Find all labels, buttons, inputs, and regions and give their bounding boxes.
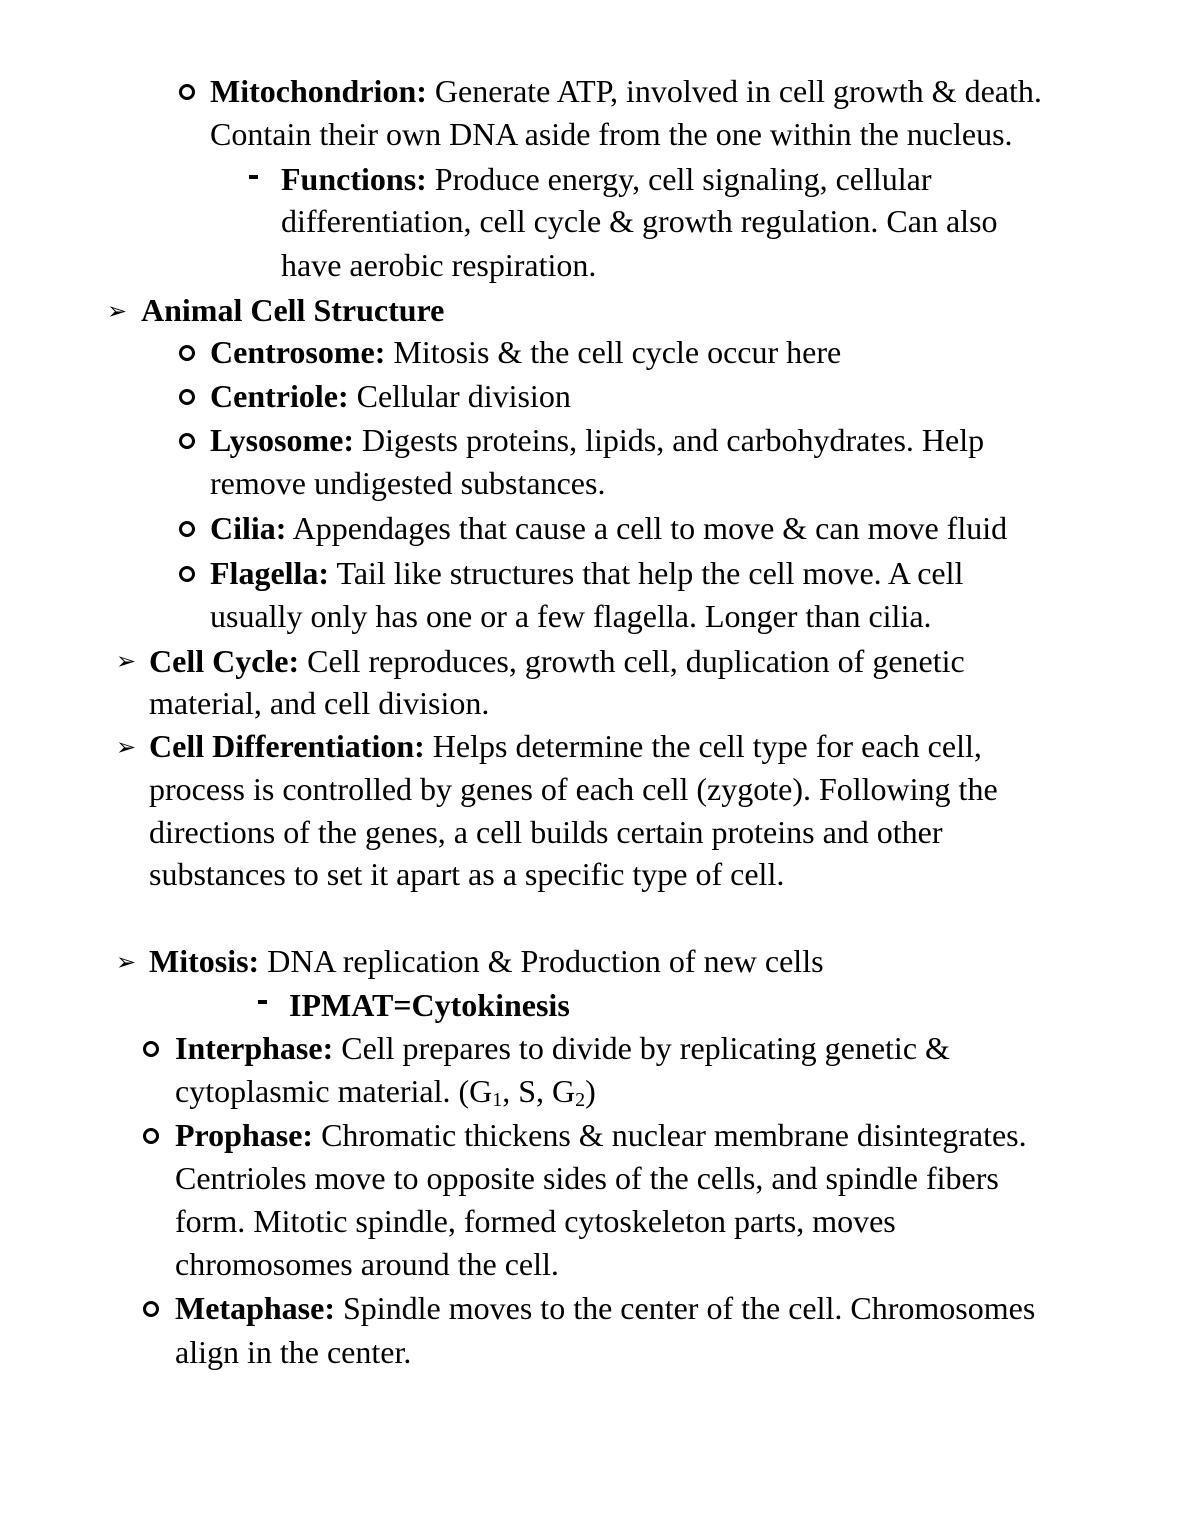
functions-line-3: have aerobic respiration. (281, 247, 597, 283)
circle-bullet-icon (143, 1041, 159, 1057)
mitochondrion-line-2: Contain their own DNA aside from the one within the nucleus. (210, 116, 1013, 152)
mitosis-term: Mitosis: (149, 943, 260, 979)
cell-differentiation-line-2: process is controlled by genes of each cell (zygote). Following the (149, 771, 998, 807)
arrow-bullet-icon: ➢ (116, 647, 137, 675)
centrosome-term: Centrosome: (210, 334, 386, 370)
ipmat-line: IPMAT=Cytokinesis (289, 987, 570, 1023)
interphase-line-1: Interphase: Cell prepares to divide by replicating genetic & (175, 1030, 950, 1066)
cell-differentiation-line-3: directions of the genes, a cell builds certain proteins and other (149, 814, 943, 850)
circle-bullet-icon (143, 1301, 159, 1317)
flagella-line-2: usually only has one or a few flagella. Longer than cilia. (210, 598, 932, 634)
lysosome-line-2: remove undigested substances. (210, 465, 606, 501)
interphase-term: Interphase: (175, 1030, 334, 1066)
flagella-term: Flagella: (210, 555, 330, 591)
mitochondrion-term: Mitochondrion: (210, 73, 427, 109)
cell-cycle-term: Cell Cycle: (149, 643, 300, 679)
circle-bullet-icon (179, 566, 195, 582)
cilia-term: Cilia: (210, 510, 287, 546)
dash-bullet-icon (249, 175, 258, 179)
cell-differentiation-term: Cell Differentiation: (149, 728, 425, 764)
flagella-line-1: Flagella: Tail like structures that help the cell move. A cell (210, 555, 964, 591)
lysosome-line-1: Lysosome: Digests proteins, lipids, and carbohydrates. Help (210, 422, 985, 458)
circle-bullet-icon (179, 521, 195, 537)
mitosis-line: Mitosis: DNA replication & Production of new cells (149, 943, 824, 979)
functions-term: Functions: (281, 161, 427, 197)
circle-bullet-icon (143, 1128, 159, 1144)
cell-cycle-line-1: Cell Cycle: Cell reproduces, growth cell, duplication of genetic (149, 643, 965, 679)
prophase-line-3: form. Mitotic spindle, formed cytoskeleton parts, moves (175, 1203, 896, 1239)
functions-line-2: differentiation, cell cycle & growth regulation. Can also (281, 203, 998, 239)
arrow-bullet-icon: ➢ (107, 297, 128, 325)
arrow-bullet-icon: ➢ (116, 948, 137, 976)
centrosome-line: Centrosome: Mitosis & the cell cycle occur here (210, 334, 842, 370)
cell-differentiation-line-4: substances to set it apart as a specific type of cell. (149, 856, 785, 892)
lysosome-term: Lysosome: (210, 422, 354, 458)
dash-bullet-icon (258, 1000, 267, 1004)
cilia-line: Cilia: Appendages that cause a cell to move & can move fluid (210, 510, 1008, 546)
circle-bullet-icon (179, 84, 195, 100)
centriole-term: Centriole: (210, 378, 349, 414)
interphase-line-2: cytoplasmic material. ($G_1$, S, $G_2$) (175, 1073, 596, 1111)
cell-differentiation-line-1: Cell Differentiation: Helps determine the cell type for each cell, (149, 728, 982, 764)
circle-bullet-icon (179, 345, 195, 361)
functions-line-1: Functions: Produce energy, cell signaling, cellular (281, 161, 932, 197)
prophase-line-4: chromosomes around the cell. (175, 1246, 559, 1282)
animal-cell-heading: Animal Cell Structure (141, 292, 445, 328)
circle-bullet-icon (179, 433, 195, 449)
mitochondrion-line-1: Mitochondrion: Generate ATP, involved in cell growth & death. (210, 73, 1042, 109)
cell-cycle-line-2: material, and cell division. (149, 685, 490, 721)
metaphase-line-1: Metaphase: Spindle moves to the center of the cell. Chromosomes (175, 1290, 1036, 1326)
centriole-line: Centriole: Cellular division (210, 378, 571, 414)
arrow-bullet-icon: ➢ (116, 733, 137, 761)
prophase-line-2: Centrioles move to opposite sides of the cells, and spindle fibers (175, 1160, 999, 1196)
prophase-line-1: Prophase: Chromatic thickens & nuclear membrane disintegrates. (175, 1117, 1027, 1153)
metaphase-line-2: align in the center. (175, 1334, 412, 1370)
metaphase-term: Metaphase: (175, 1290, 335, 1326)
circle-bullet-icon (179, 389, 195, 405)
prophase-term: Prophase: (175, 1117, 314, 1153)
